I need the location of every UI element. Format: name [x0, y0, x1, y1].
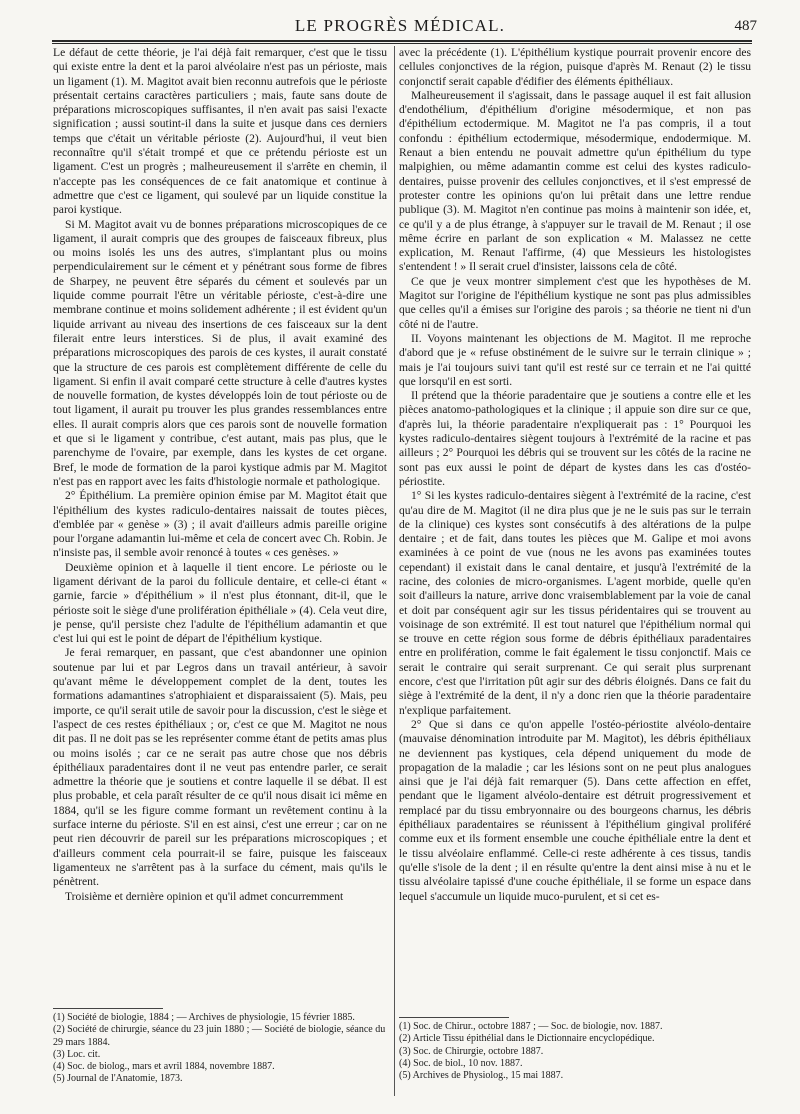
paragraph: Troisième et dernière opinion et qu'il admet concurremment [65, 889, 344, 903]
paragraph: 2° Épithélium. La première opinion émise par M. Magitot était que l'épithélium des kystes radiculo-dentaires naissait de toutes pièces, d'emblée par « genèse » (3) ; il avait d'ailleurs admis pareille origine pour l'organe adamantin lui-même et cela de concert avec Ch. Robin. Je n'insiste pas, il semble avoir renoncé à toutes « ces genèses. » [53, 489, 387, 560]
left-column [53, 46, 387, 1006]
running-title: LE PROGRÈS MÉDICAL. [294, 16, 506, 35]
paragraph: 2° Que si dans ce qu'on appelle l'ostéo-périostite alvéolo-dentaire (mauvaise dénomination introduite par M. Magitot), les débris épithéliaux ne deviennent pas kystiques, cela dépend uniquement du mode de propagation de la maladie ; car les lésions sont on ne peut plus analogues ainsi que je l'ai déjà fait remarquer (5). Dans cette affection en effet, pendant que le ligament alvéolo-dentaire est détruit progressivement et remplacé par du tissu embryonnaire ou des bourgeons charnus, les débris épithéliaux paradentaires se réunissent à l'épithélium gingival proliféré comme eux et ils forment ensemble une couche épithéliale entre la dent et le tissu alvéolaire enflammé. Celle-ci reste adhérente à ces tissus, tandis qu'elle s'isole de la dent ; il en résulte qu'entre la dent ainsi mise à nu et le tissu alvéolaire tapissé d'une couche épithéliale, il se forme un espace dans lequel s'accumule un liquide muco-purulent, et si cet es- [399, 717, 751, 903]
footnote: (4) Soc. de biol., 10 nov. 1887. [399, 1057, 523, 1069]
paragraph: Si M. Magitot avait vu de bonnes préparations microscopiques de ce ligament, il aurait compris que des groupes de faisceaux fibreux, plus ou moins isolés les uns des autres, s'implantant plus ou moins perpendiculairement sur le cément et y pénétrant sous forme de fibres de Sharpey, ne peuvent être séparés du cément et soulevés par un liquide comme pourrait l'être un véritable périoste, c'est-à-dire une membrane continue et moins solidement adhérente ; il est évident qu'un liquide arrivant au niveau des insertions de ces faisceaux sur la dent filerait entre leurs interstices. Si de plus, il avait examiné des préparations microscopiques des parois de ces kystes, il aurait constaté que la structure de ces parois est complètement différente de celle du ligament. Si enfin il avait comparé cette structure à celle d'autres kystes de nouvelle formation, de kystes développés loin de tout périoste ou de tout ligament, il aurait pu trouver les plus grandes ressemblances entre elles. Il aurait compris alors que ces parois sont de nouvelle formation et que si le ligament y contribue, c'est autant, mais pas plus, que le parenchyme de l'ovaire, par exemple, dans les kystes de cet organe. Bref, le mode de formation de la paroi kystique admis par M. Magitot n'est pas en rapport avec les faits d'histologie normale et pathologique. [53, 217, 387, 488]
footnote: (4) Soc. de biolog., mars et avril 1884, novembre 1887. [53, 1061, 275, 1073]
footnote: (1) Soc. de Chirur., octobre 1887 ; — Soc. de biologie, nov. 1887. [399, 1021, 663, 1032]
paragraph: Ce que je veux montrer simplement c'est que les hypothèses de M. Magitot sur l'origine de l'épithélium kystique ne sont pas plus admissibles que celles qu'il a émises sur l'origine des parois ; sa théorie ne tient ni d'un côté ni de l'autre. [399, 274, 751, 331]
footnotes-right [399, 1021, 751, 1082]
footnote: (1) Société de biologie, 1884 ; — Archives de physiologie, 15 février 1885. [53, 1012, 355, 1023]
page-number: 487 [734, 18, 757, 34]
paragraph: Je ferai remarquer, en passant, que c'est abandonner une opinion soutenue par lui et par Legros dans un travail antérieur, à savoir qu'avant même le développement complet de la dent, toutes les formations adamantines s'atrophiaient et disparaissaient (5). Mais, peu importe, ce qu'il serait utile de savoir pour la discussion, c'est le siège et l'aspect de ces restes épithéliaux ; or, c'est ce que M. Magitot ne nous dit pas. Il ne doit pas se les représenter comme étant de petits amas plus ou moins isolés ; car ce ne serait pas autre chose que nos débris épithéliaux paradentaires dont il ne veut pas entendre parler, ce serait admettre la théorie que je soutiens et contre laquelle il se débat. Il est plus probable, et cela paraît résulter de ce qu'il nous disait ici même en 1884, qu'il se les figure comme formant un revêtement continu à la surface interne du périoste. S'il en est ainsi, c'est une erreur ; car on ne peut rien découvrir de pareil sur les préparations microscopiques ; et d'ailleurs comment cela pourrait-il se faire, puisque les faisceaux ligamenteux ne s'arrêtent pas à la surface du cément, mais qu'ils le pénètrent. [53, 646, 387, 889]
header-rule [52, 40, 752, 44]
footnotes-left [53, 1012, 387, 1086]
page-header [0, 16, 800, 38]
footnote: (5) Journal de l'Anatomie, 1873. [53, 1073, 183, 1085]
paragraph: Le défaut de cette théorie, je l'ai déjà fait remarquer, c'est que le tissu qui existe entre la dent et la paroi alvéolaire n'est pas un périoste, mais un ligament (1). M. Magitot avait bien reconnu autrefois que le périoste présentait certains caractères particuliers ; mais, faute sans doute de préparations microscopiques suffisantes, il n'en avait pas saisi l'exacte signification ; aussi soutint-il dans la suite et jusque dans ces derniers temps que c'était un véritable périoste (2). Aujourd'hui, il veut bien reconnaître qu'il s'était trompé et que ce prétendu périoste est un ligament. C'est un progrès ; malheureusement il s'arrête en chemin, il n'accepte pas les conséquences de ce fait anatomique et continue à admettre que c'est ce ligament, qui soulevé par un liquide constitue la paroi kystique. [53, 46, 387, 217]
right-column [399, 46, 751, 1006]
footnote-rule [53, 1008, 163, 1009]
footnote: (3) Loc. cit. [53, 1048, 101, 1060]
paragraph: Il prétend que la théorie paradentaire que je soutiens a contre elle et les pièces anatomo-pathologiques et la clinique ; il appuie son dire sur ce que, d'après lui, la théorie paradentaire n'expliquerait pas : 1° Pourquoi les kystes radiculo-dentaires siègent toujours à l'extrémité de la racine et pas ailleurs ; 2° Pourquoi les débris qui se trouvent sur les côtés de la racine ne sont pas eux aussi le point de départ de kystes dans les cas d'ostéo-périostite. [399, 389, 751, 488]
paragraph: Malheureusement il s'agissait, dans le passage auquel il est fait allusion d'endothélium, d'épithélium d'origine mésodermique, et non pas d'épithélium ectodermique. M. Magitot ne l'a pas compris, il a tout confondu : épithélium ectodermique, mésodermique, endodermique. M. Renaut a bien entendu ne pouvait admettre qu'un épithélium du type malpighien, ou même adamantin comme est celui des kystes radiculo-dentaires, puisse provenir des cellules conjonctives, et il s'est empressé de protester contre les opinions qu'on lui prêtait dans une lettre rendue publique (3). M. Magitot n'en continue pas moins à maintenir son idée, et, ce qu'il y a de plus étrange, à s'appuyer sur le travail de M. Renaut ; il ose même écrire en parlant de son explication « M. Malassez ne cette explication, M. Renaut l'affirme, (4) que Messieurs les histologistes s'entendent ! » Il serait cruel d'insister, laissons cela de côté. [399, 88, 751, 274]
footnote: (5) Archives de Physiolog., 15 mai 1887. [399, 1070, 564, 1082]
paragraph: avec la précédente (1). L'épithélium kystique pourrait provenir encore des cellules conjonctives de la région, puisque d'après M. Renaut (2) le tissu conjonctif serait capable d'édifier des éléments épithéliaux. [399, 46, 751, 88]
footnote: (2) Société de chirurgie, séance du 23 juin 1880 ; — Société de biologie, séance du 29 mars 1884. [53, 1024, 386, 1048]
paragraph: 1° Si les kystes radiculo-dentaires siègent à l'extrémité de la racine, c'est qu'au dire de M. Magitot (il ne dira plus que je ne le suis pas sur le terrain de la clinique) ces kystes sont consécutifs à des altérations de la pulpe dentaire ; et de fait, dans toutes les pièces que M. Galipe et moi avons examinées à ce point de vue (nous ne les avons pas examinées toutes cependant) il existait dans le canal dentaire, et jusqu'à l'extrémité de la racine, des colonies de micro-organismes. L'agent morbide, quelle qu'en soit d'ailleurs la nature, arrive donc vraisemblablement par la voie de canal et doit par conséquent agir sur les tissus péridentaires qui se trouvent au voisinage de son extrémité. Il est tout naturel que l'épithélium normal qui se trouve en cette région sous forme de débris épithéliaux paradentaires entre en prolifération, comme le fait également le tissu conjonctif. Mais ce serait le contraire qui serait surprenant. Ce qui serait plus surprenant encore, c'est que l'irritation pût agir sur des débris éloignés. Dans ce fait du siège à l'extrémité de la dent, il n'y a donc rien que la théorie paradentaire n'explique parfaitement. [399, 489, 751, 717]
paragraph: Deuxième opinion et à laquelle il tient encore. Le périoste ou le ligament dérivant de la paroi du follicule dentaire, et celle-ci étant « garnie, farcie » d'épithélium » il n'est plus étonnant, dit-il, que le périoste soit le siège d'une prolifération épithéliale » (4). Cela veut dire, je pense, qu'il persiste chez l'adulte de l'épithélium adamantin et que c'est lui qui est le point de départ de l'épithélium kystique. [53, 560, 387, 646]
column-divider [394, 46, 395, 1096]
footnote-rule [399, 1017, 509, 1018]
footnote: (3) Soc. de Chirurgie, octobre 1887. [399, 1045, 544, 1057]
footnote: (2) Article Tissu épithélial dans le Dictionnaire encyclopédique. [399, 1033, 655, 1045]
paragraph: II. Voyons maintenant les objections de M. Magitot. Il me reproche d'abord que je « refuse obstinément de le suivre sur le terrain clinique » ; mais je l'ai toujours suivi tant qu'il est resté sur ce terrain et ne l'ai quitté que lorsqu'il en est sorti. [399, 331, 751, 388]
